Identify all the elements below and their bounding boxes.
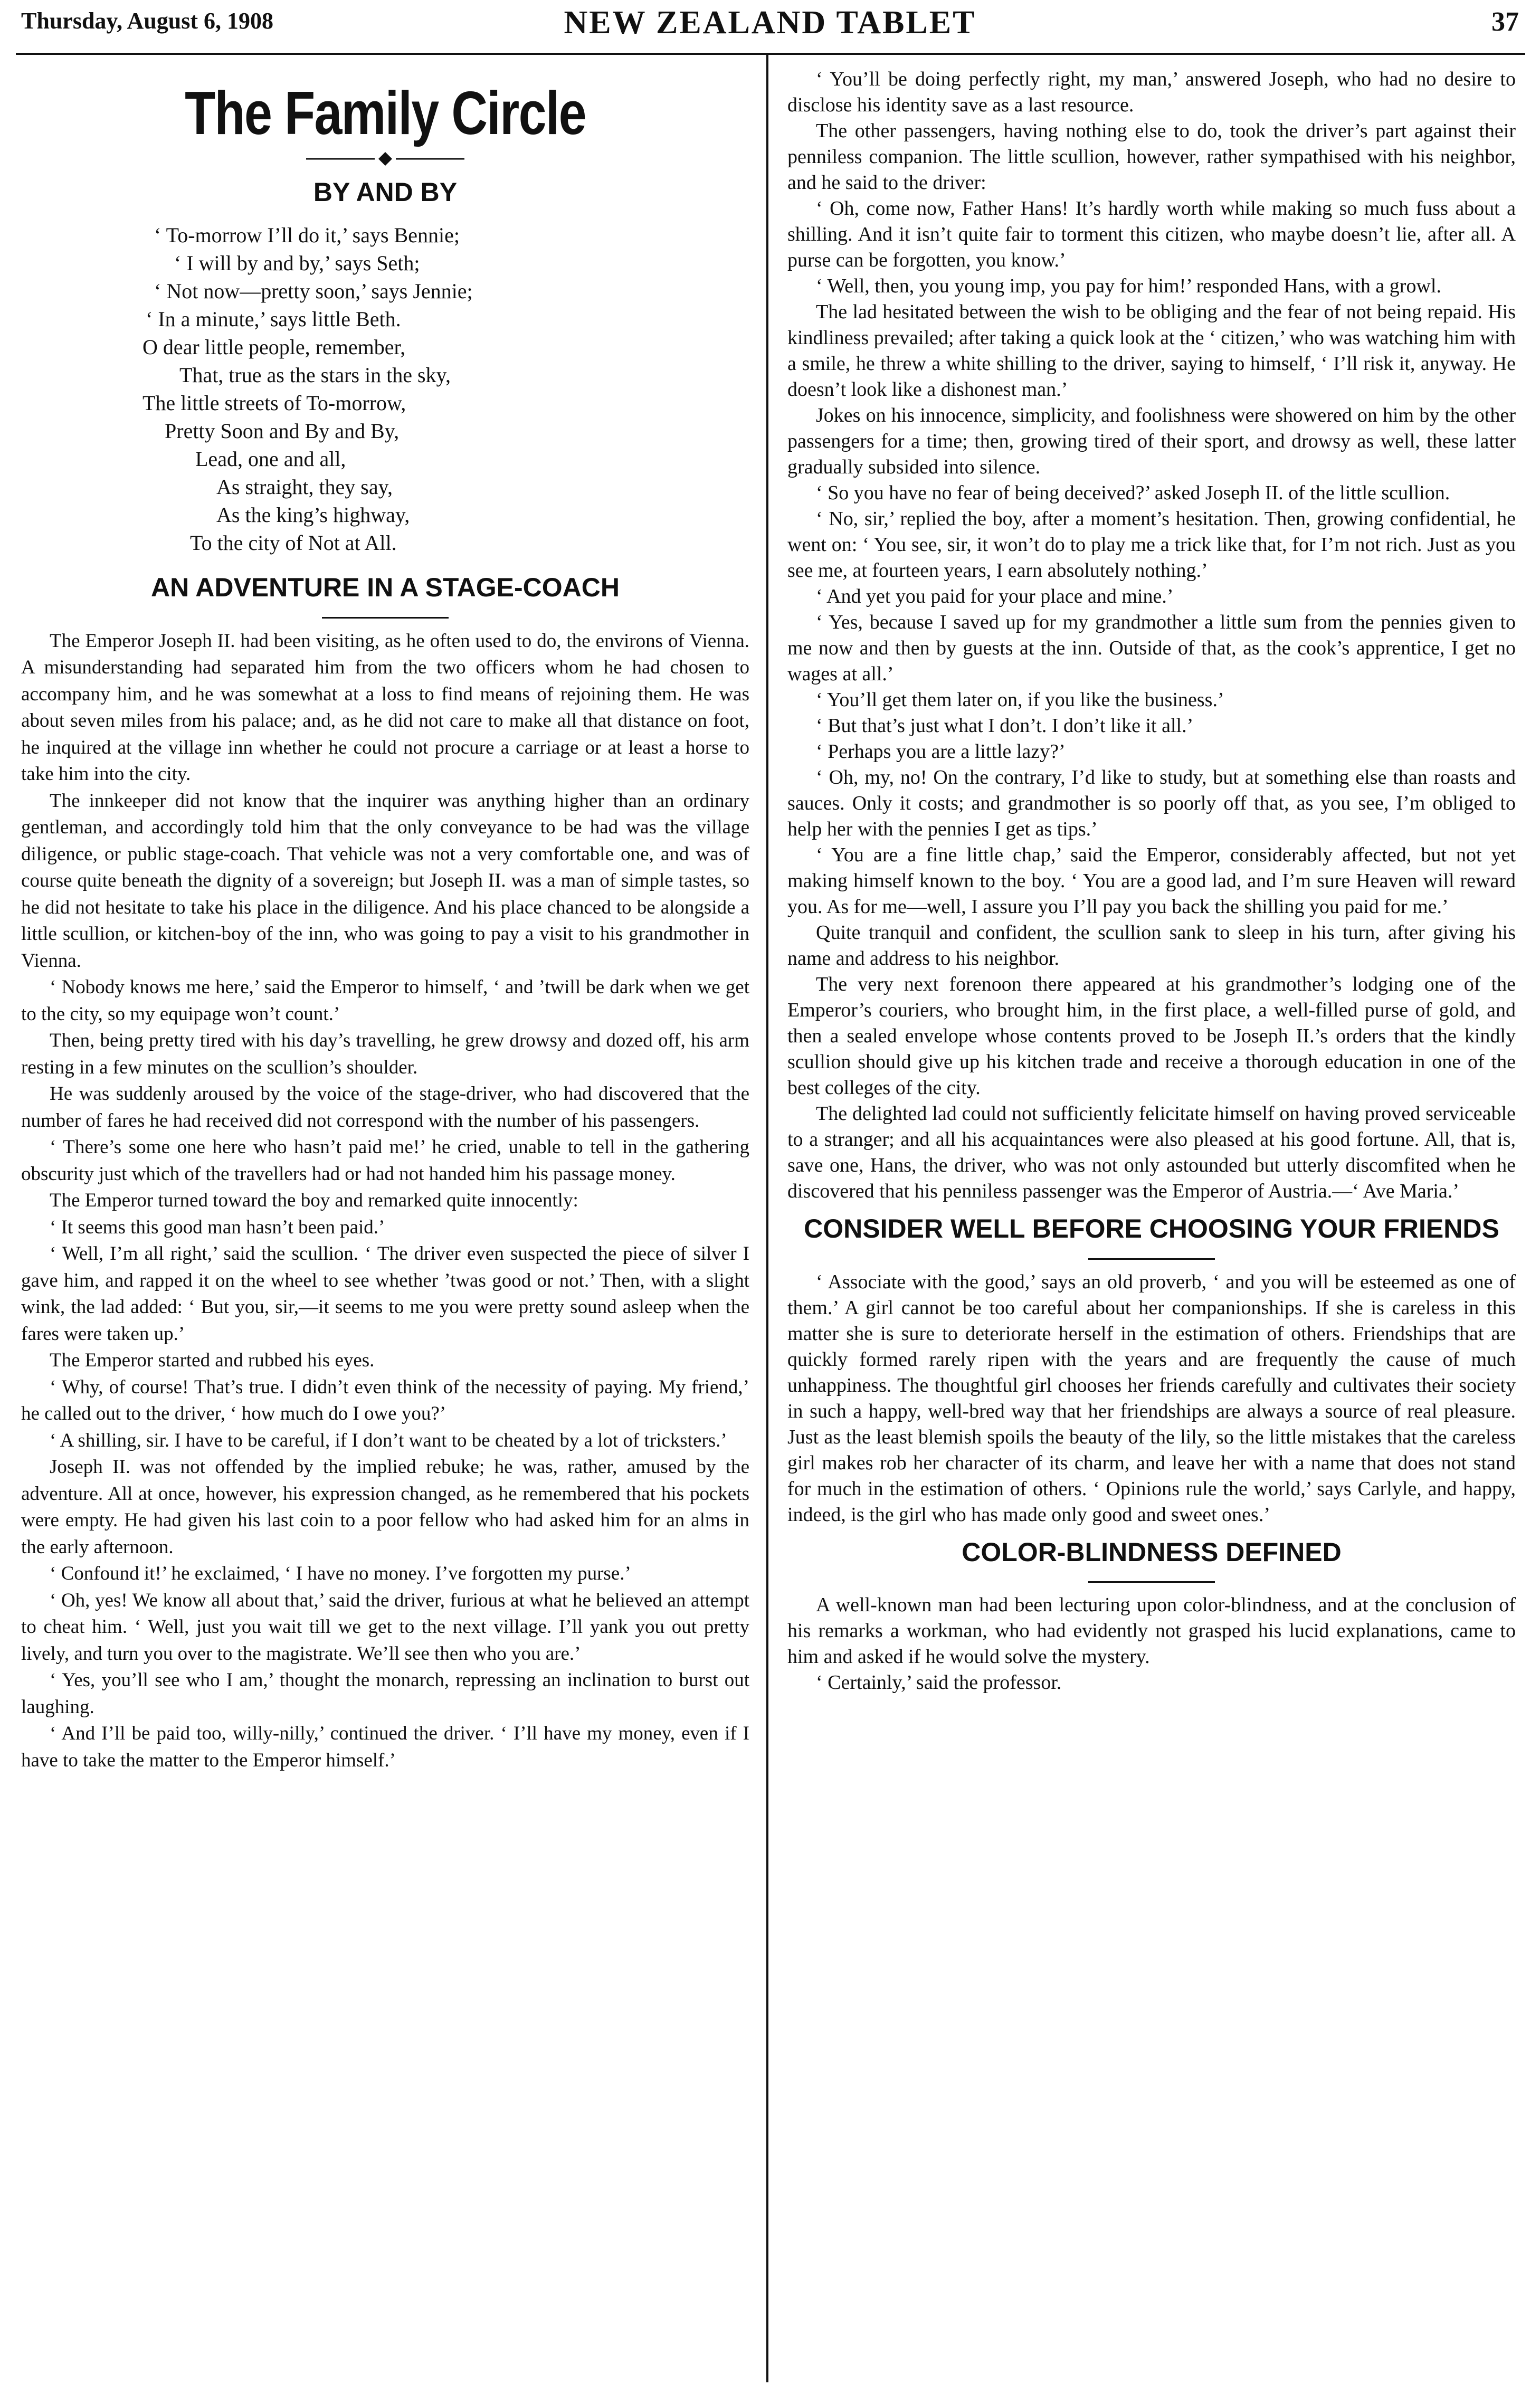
paragraph: The innkeeper did not know that the inquirer was anything higher than an ordinary gentleman, and accordingly told him that the only conveyance to be had was the village diligence, or public stage-coach. That vehicle was not a very comfortable one, and was of course quite beneath the dignity of a sovereign; but Joseph II. was a man of simple tastes, so he did not hesitate to take his place in the diligence. And his place chanced to be alongside a little scullion, or kitchen-boy of the inn, who was going to pay a visit to his grandmother in Vienna. <box>21 790 749 972</box>
paragraph: ‘ You’ll get them later on, if you like the business.’ <box>816 689 1224 711</box>
poem-line: Pretty Soon and By and By, <box>165 419 400 443</box>
title-rule <box>322 617 449 619</box>
paragraph: ‘ Yes, because I saved up for my grandmother a little sum from the pennies given to me now and then by guests at the inn. Outside of that, as the cook’s apprentice, I get no wages at all.’ <box>787 611 1516 685</box>
paragraph: ‘ You’ll be doing perfectly right, my man,’ answered Joseph, who had no desire to disclose his identity save as a last resource. <box>787 68 1516 116</box>
right-column <box>787 66 1516 2378</box>
paragraph: He was suddenly aroused by the voice of the stage-driver, who had discovered that the number of fares he had received did not correspond with the number of his passengers. <box>21 1083 749 1132</box>
paragraph: ‘ It seems this good man hasn’t been paid.’ <box>50 1216 385 1238</box>
paragraph: The Emperor turned toward the boy and remarked quite innocently: <box>50 1190 578 1212</box>
paragraph: ‘ Oh, yes! We know all about that,’ said the driver, furious at what he believed an attempt to cheat him. ‘ Well, just you wait till we get to the next village. I’ll yank you out pretty lively, and turn you over to the magistrate. We’ll see then who you are.’ <box>21 1589 749 1665</box>
paragraph: The lad hesitated between the wish to be obliging and the fear of not being repaid. His kindliness prevailed; after taking a quick look at the ‘ citizen,’ who was watching him with a smile, he threw a white shilling to the driver, saying to himself, ‘ I’ll risk it, anyway. He doesn’t look like a dishonest man.’ <box>787 301 1516 401</box>
paragraph: ‘ Certainly,’ said the professor. <box>816 1671 1062 1694</box>
paragraph: The other passengers, having nothing else to do, took the driver’s part against their penniless companion. The little scullion, however, rather sympathised with his neighbor, and he said to the driver: <box>787 120 1516 194</box>
poem-line: O dear little people, remember, <box>142 335 406 359</box>
poem-line: As straight, they say, <box>216 475 393 499</box>
title-rule <box>1088 1258 1215 1260</box>
page-number: 37 <box>1491 7 1519 37</box>
poem-line: ‘ I will by and by,’ says Seth; <box>174 251 420 275</box>
poem-line: ‘ In a minute,’ says little Beth. <box>146 307 401 331</box>
poem-line: ‘ Not now—pretty soon,’ says Jennie; <box>154 279 473 303</box>
header-rule <box>16 53 1525 55</box>
paragraph: ‘ No, sir,’ replied the boy, after a moment’s hesitation. Then, growing confidential, he went on: ‘ You see, sir, it won’t do to play me a trick like that, for I’m not rich. Just as you see me, at fourteen years, I earn absolutely nothing.’ <box>787 508 1516 582</box>
paragraph: Joseph II. was not offended by the implied rebuke; he was, rather, amused by the adventure. All at once, however, his expression changed, as he remembered that his pockets were empty. He had given his last coin to a poor fellow who had asked him for an alms in the early afternoon. <box>21 1456 749 1558</box>
paragraph: The Emperor Joseph II. had been visiting, as he often used to do, the environs of Vienna. A misunderstanding had separated him from the two officers whom he had chosen to accompany him, and he was somewhat at a loss to find means of rejoining them. He was about seven miles from his palace; and, as he did not care to make all that distance on foot, he inquired at the village inn whether he could not procure a carriage or at least a horse to take him into the city. <box>21 630 749 785</box>
paragraph: ‘ There’s some one here who hasn’t paid me!’ he cried, unable to tell in the gathering obscurity just which of the travellers had or had not handed him his passage money. <box>21 1136 749 1185</box>
poem-line: ‘ To-morrow I’ll do it,’ says Bennie; <box>154 223 460 248</box>
paragraph: The Emperor started and rubbed his eyes. <box>50 1349 375 1372</box>
paragraph: Jokes on his innocence, simplicity, and foolishness were showered on him by the other passengers for a time; then, growing tired of their sport, and drowsy as well, these latter gradually subsided into silence. <box>787 404 1516 478</box>
paragraph: ‘ Oh, come now, Father Hans! It’s hardly worth while making so much fuss about a shilling. And it isn’t quite fair to torment this citizen, who maybe doesn’t lie, after all. A purse can be forgotten, you know.’ <box>787 197 1516 271</box>
paragraph: ‘ And I’ll be paid too, willy-nilly,’ continued the driver. ‘ I’ll have my money, even if I have to take the matter to the Emperor himself.’ <box>21 1723 749 1771</box>
paragraph: ‘ But that’s just what I don’t. I don’t like it all.’ <box>816 715 1194 737</box>
paragraph: The very next forenoon there appeared at his grandmother’s lodging one of the Emperor’s couriers, who brought him, in the first place, a well-filled purse of gold, and then a sealed envelope whose contents proved to be Joseph II.’s orders that the kindly scullion should give up his kitchen trade and receive a thorough education in one of the best colleges of the city. <box>787 973 1516 1099</box>
column-divider <box>766 55 768 2382</box>
left-column <box>21 74 749 2386</box>
newspaper-title: NEW ZEALAND TABLET <box>564 5 976 41</box>
paragraph: ‘ Well, I’m all right,’ said the scullion. ‘ The driver even suspected the piece of silver I gave him, and rapped it on the wheel to see whether ’twas good or not.’ Then, with a slight wink, the lad added: ‘ But you, sir,—it seems to me you were pretty sound asleep when the fares were taken up.’ <box>21 1243 749 1345</box>
title-rule <box>1088 1581 1215 1583</box>
story-title: AN ADVENTURE IN A STAGE-COACH <box>151 573 620 603</box>
ornament-divider <box>306 151 464 167</box>
paragraph: ‘ Well, then, you young imp, you pay for him!’ responded Hans, with a growl. <box>816 275 1441 297</box>
paragraph: ‘ Yes, you’ll see who I am,’ thought the monarch, repressing an inclination to burst out laughing. <box>21 1669 749 1718</box>
poem-line: The little streets of To-morrow, <box>142 391 406 415</box>
poem-line: Lead, one and all, <box>195 447 346 471</box>
issue-date: Thursday, August 6, 1908 <box>21 8 274 34</box>
paragraph: ‘ Oh, my, no! On the contrary, I’d like to study, but at something else than roasts and sauces. Only it costs; and grandmother is so poorly off that, as you see, I’m obliged to help her with the pennies I get as tips.’ <box>787 766 1516 840</box>
paragraph: Then, being pretty tired with his day’s travelling, he grew drowsy and dozed off, his arm resting in a few minutes on the scullion’s shoulder. <box>21 1030 749 1078</box>
paragraph: ‘ Perhaps you are a little lazy?’ <box>816 740 1066 763</box>
consider-title: CONSIDER WELL BEFORE CHOOSING YOUR FRIENDS <box>804 1214 1499 1243</box>
paragraph: ‘ Confound it!’ he exclaimed, ‘ I have no money. I’ve forgotten my purse.’ <box>50 1563 631 1585</box>
page-header <box>0 0 1540 63</box>
color-title: COLOR-BLINDNESS DEFINED <box>962 1537 1342 1567</box>
paragraph: ‘ So you have no fear of being deceived?’ asked Joseph II. of the little scullion. <box>816 482 1450 504</box>
poem-line: To the city of Not at All. <box>190 531 397 555</box>
paragraph: ‘ And yet you paid for your place and mine.’ <box>816 585 1174 607</box>
poem-line: As the king’s highway, <box>216 503 410 527</box>
paragraph: The delighted lad could not sufficiently felicitate himself on having proved serviceable to a stranger; and all his acquaintances were also pleased at his good fortune. All, that is, save one, Hans, the driver, who was not only astounded but utterly discomfited when he discovered that his penniless passenger was the Emperor of Austria.—‘ Ave Maria.’ <box>787 1103 1516 1202</box>
story-continuation <box>787 66 1516 1204</box>
paragraph: Quite tranquil and confident, the scullion sank to sleep in his turn, after giving his name and address to his neighbor. <box>787 921 1516 970</box>
paragraph: ‘ Why, of course! That’s true. I didn’t even think of the necessity of paying. My friend,’ he called out to the driver, ‘ how much do I owe you?’ <box>21 1376 749 1425</box>
paragraph: ‘ Associate with the good,’ says an old proverb, ‘ and you will be esteemed as one of them.’ A girl cannot be too careful about her companionships. If she is careless in this matter she is sure to deteriorate herself in the estimation of others. Friendships that are quickly formed rarely ripen with the years and are frequently the cause of much unhappiness. The thoughtful girl chooses her friends carefully and cultivates their society in such a happy, well-bred way that her friendships are always a source of real pleasure. Just as the least blemish spoils the beauty of the lily, so the little mistakes that the careless girl makes rob her character of its charm, and leave her with a name that does not stand for much in the estimation of others. ‘ Opinions rule the world,’ says Carlyle, and happy, indeed, is the girl who has made only good and sweet ones.’ <box>787 1270 1516 1526</box>
section-title: The Family Circle <box>185 79 586 147</box>
paragraph: ‘ You are a fine little chap,’ said the Emperor, considerably affected, but not yet making himself known to the boy. ‘ You are a good lad, and I’m sure Heaven will reward you. As for me—well, I assure you I’ll pay you back the shilling you paid for me.’ <box>787 844 1516 918</box>
paragraph: ‘ A shilling, sir. I have to be careful, if I don’t want to be cheated by a lot of tricksters.’ <box>50 1429 727 1451</box>
poem-title: BY AND BY <box>313 177 458 207</box>
poem <box>21 221 749 557</box>
paragraph: ‘ Nobody knows me here,’ said the Emperor to himself, ‘ and ’twill be dark when we get to the city, so my equipage won’t count.’ <box>21 976 749 1025</box>
paragraph: A well-known man had been lecturing upon color-blindness, and at the conclusion of his remarks a workman, who had evidently not grasped his lucid explanations, came to him and asked if he would solve the mystery. <box>787 1594 1516 1668</box>
story-body <box>21 628 749 1774</box>
poem-line: That, true as the stars in the sky, <box>179 363 451 387</box>
